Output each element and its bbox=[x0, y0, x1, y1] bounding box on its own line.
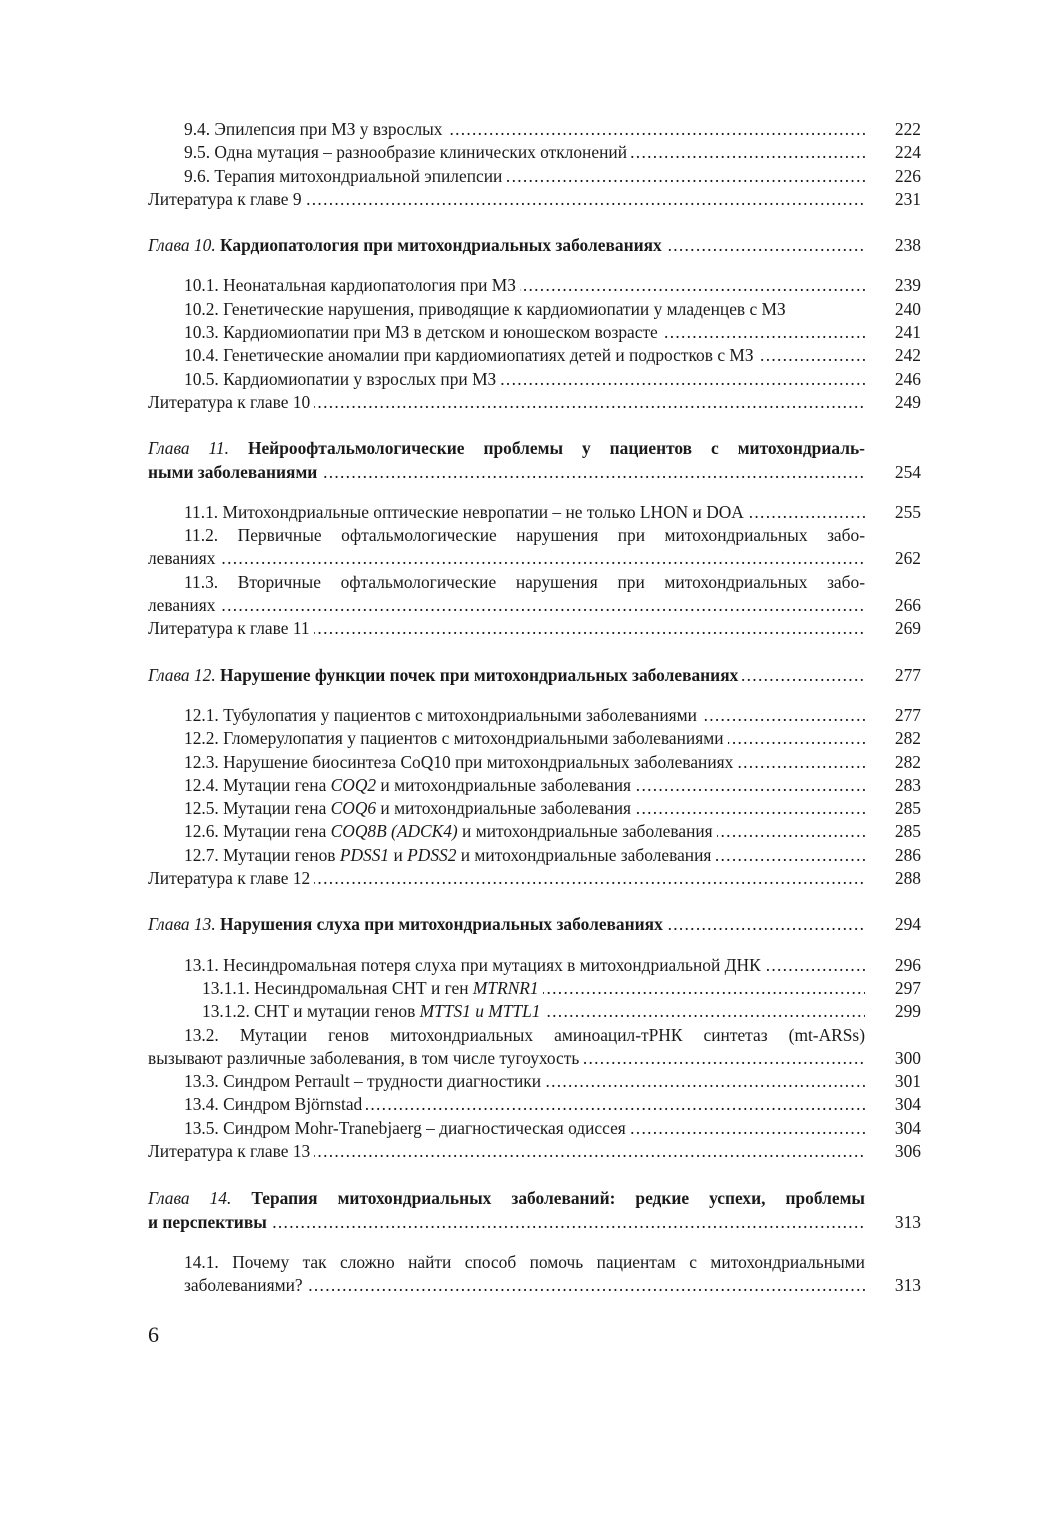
toc-page-number: 306 bbox=[894, 1140, 921, 1161]
toc-entry: 14.1. Почему так сложно найти способ помочь пациентам с митохондриальными bbox=[184, 1251, 865, 1272]
toc-page-number: 222 bbox=[894, 119, 921, 139]
toc-page-number: 304 bbox=[894, 1117, 921, 1138]
toc-page-number: 226 bbox=[894, 165, 921, 186]
toc-page-number: 282 bbox=[894, 751, 921, 772]
toc-entry: ..... 12.4. Мутации гена COQ2 и митохондриальные заболевания 283 bbox=[148, 774, 921, 797]
toc-entry: ..... 12.2. Гломерулопатия у пациентов с митохондриальными заболеваниями 282 bbox=[148, 727, 921, 750]
toc-entry: ..... 12.1. Тубулопатия у пациентов с митохондриальными заболеваниями 277 bbox=[148, 704, 921, 727]
toc-subentry: ..... 13.1.1. Несиндромальная СНТ и ген MTRNR1 297 bbox=[148, 977, 921, 1000]
toc-chapter-heading-cont: ..... ными заболеваниями 254 bbox=[148, 461, 921, 484]
toc-chapter-heading: Глава 11. Нейроофтальмологические проблемы у пациентов с митохондриаль- bbox=[148, 438, 865, 459]
page-number: 6 bbox=[148, 1322, 159, 1347]
toc-entry: ..... 12.7. Мутации генов PDSS1 и PDSS2 и митохондриальные заболевания 286 bbox=[148, 844, 921, 867]
toc-entry: ..... 12.3. Нарушение биосинтеза CoQ10 при митохондриальных заболеваниях 282 bbox=[148, 751, 921, 774]
toc-page-number: 285 bbox=[894, 821, 921, 842]
toc-page-number: 286 bbox=[894, 844, 921, 865]
toc-chapter-heading-cont: ..... и перспективы 313 bbox=[148, 1211, 921, 1234]
toc-page-number: 297 bbox=[894, 977, 921, 998]
toc-entry: ..... 13.5. Синдром Mohr-Tranebjaerg – диагностическая одиссея 304 bbox=[148, 1117, 921, 1140]
toc-page-number: 283 bbox=[894, 774, 921, 795]
toc-entry: 10.2. Генетические нарушения, приводящие к кардиомиопатии у младенцев с МЗ 240 bbox=[148, 298, 921, 321]
toc-page-number: 301 bbox=[894, 1071, 921, 1092]
toc-entry-cont: ..... заболеваниями? 313 bbox=[148, 1274, 921, 1297]
toc-references-entry: ..... Литература к главе 13 306 bbox=[148, 1140, 921, 1163]
toc-page-number: 241 bbox=[894, 322, 921, 343]
toc-page-number: 240 bbox=[894, 298, 921, 319]
toc-page-number: 266 bbox=[894, 595, 921, 616]
toc-chapter-heading: ..... Глава 10. Кардиопатология при митохондриальных заболеваниях 238 bbox=[148, 234, 921, 257]
toc-chapter-heading: Глава 14. Терапия митохондриальных заболеваний: редкие успехи, проблемы bbox=[148, 1188, 865, 1209]
toc-page-number: 246 bbox=[894, 368, 921, 389]
toc-entry: 11.2. Первичные офтальмологические нарушения при митохондриальных забо- bbox=[184, 525, 865, 546]
toc-page-number: 300 bbox=[894, 1047, 921, 1068]
toc-page-number: 249 bbox=[894, 391, 921, 412]
toc-page-number: 224 bbox=[894, 142, 921, 163]
toc-page-number: 294 bbox=[894, 914, 921, 935]
toc-page-number: 277 bbox=[894, 664, 921, 685]
toc-page-number: 238 bbox=[894, 235, 921, 256]
toc-entry: 11.3. Вторичные офтальмологические нарушения при митохондриальных забо- bbox=[184, 571, 865, 592]
toc-entry: ..... 9.4. Эпилепсия при МЗ у взрослых 222 bbox=[148, 118, 921, 141]
toc-entry: ..... 9.5. Одна мутация – разнообразие клинических отклонений 224 bbox=[148, 141, 921, 164]
toc-entry: ..... 9.6. Терапия митохондриальной эпилепсии 226 bbox=[148, 165, 921, 188]
toc-entry: ..... 12.6. Мутации гена COQ8B (ADCK4) и митохондриальные заболевания 285 bbox=[148, 820, 921, 843]
toc-chapter-heading: ..... Глава 12. Нарушение функции почек при митохондриальных заболеваниях 277 bbox=[148, 664, 921, 687]
toc-page-number: 277 bbox=[894, 704, 921, 725]
toc-entry-cont: ..... вызывают различные заболевания, в том числе тугоухость 300 bbox=[148, 1047, 921, 1070]
table-of-contents bbox=[148, 118, 921, 1297]
toc-page-number: 304 bbox=[894, 1094, 921, 1115]
toc-page-number: 288 bbox=[894, 868, 921, 889]
toc-entry: ..... 10.5. Кардиомиопатии у взрослых при МЗ 246 bbox=[148, 368, 921, 391]
toc-page-number: 231 bbox=[894, 188, 921, 209]
toc-page-number: 282 bbox=[894, 728, 921, 749]
toc-page-number: 239 bbox=[894, 275, 921, 296]
toc-references-entry: ..... Литература к главе 12 288 bbox=[148, 867, 921, 890]
toc-page-number: 254 bbox=[894, 461, 921, 482]
toc-page-number: 313 bbox=[894, 1211, 921, 1232]
toc-references-entry: ..... Литература к главе 10 249 bbox=[148, 391, 921, 414]
toc-page-number: 269 bbox=[894, 618, 921, 639]
toc-entry-cont: ..... леваниях 262 bbox=[148, 547, 921, 570]
toc-entry: ..... 10.3. Кардиомиопатии при МЗ в детском и юношеском возрасте 241 bbox=[148, 321, 921, 344]
toc-entry: ..... 12.5. Мутации гена COQ6 и митохондриальные заболевания 285 bbox=[148, 797, 921, 820]
toc-page-number: 296 bbox=[894, 954, 921, 975]
toc-subentry: ..... 13.1.2. СНТ и мутации генов MTTS1 и MTTL1 299 bbox=[148, 1000, 921, 1023]
toc-page-number: 285 bbox=[894, 798, 921, 819]
toc-entry-cont: ..... леваниях 266 bbox=[148, 594, 921, 617]
toc-page-number: 255 bbox=[894, 501, 921, 522]
toc-chapter-heading: ..... Глава 13. Нарушения слуха при митохондриальных заболеваниях 294 bbox=[148, 913, 921, 936]
toc-entry: ..... 13.3. Синдром Perrault – трудности диагностики 301 bbox=[148, 1070, 921, 1093]
toc-entry: ..... 13.1. Несиндромальная потеря слуха при мутациях в митохондриальной ДНК 296 bbox=[148, 954, 921, 977]
toc-entry: ..... 10.4. Генетические аномалии при кардиомиопатиях детей и подростков с МЗ 242 bbox=[148, 344, 921, 367]
toc-entry: ..... 10.1. Неонатальная кардиопатология при МЗ 239 bbox=[148, 274, 921, 297]
toc-entry: 13.2. Мутации генов митохондриальных аминоацил-тРНК синтетаз (mt-ARSs) bbox=[184, 1024, 865, 1045]
toc-page-number: 242 bbox=[894, 345, 921, 366]
toc-references-entry: ..... Литература к главе 11 269 bbox=[148, 617, 921, 640]
toc-references-entry: ..... Литература к главе 9 231 bbox=[148, 188, 921, 211]
toc-entry: ..... 13.4. Синдром Björnstad 304 bbox=[148, 1093, 921, 1116]
toc-entry: ..... 11.1. Митохондриальные оптические невропатии – не только LHON и DOA 255 bbox=[148, 501, 921, 524]
toc-page-number: 299 bbox=[894, 1001, 921, 1022]
toc-page-number: 262 bbox=[894, 548, 921, 569]
toc-page-number: 313 bbox=[894, 1275, 921, 1296]
